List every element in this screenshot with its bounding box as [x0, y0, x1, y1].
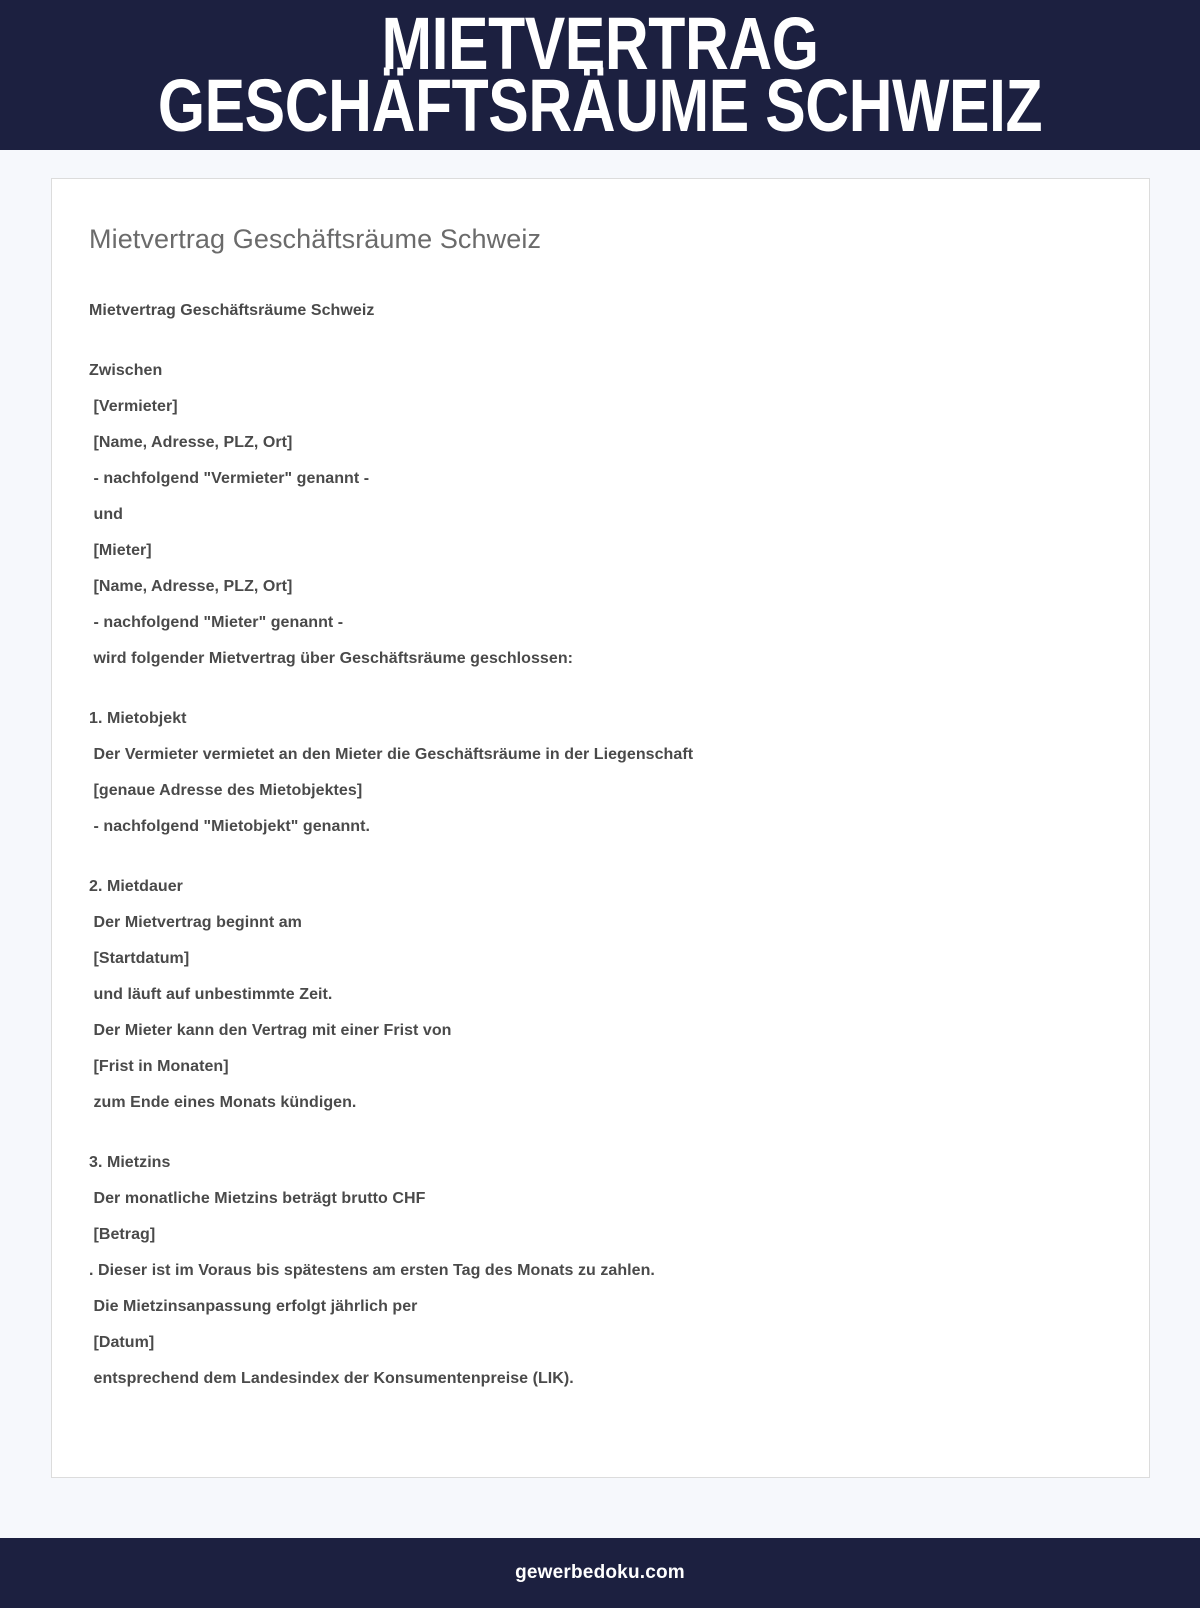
- document-line: [Name, Adresse, PLZ, Ort]: [89, 578, 293, 596]
- document-line: [Vermieter]: [89, 398, 178, 416]
- document-line: Der Vermieter vermietet an den Mieter die Geschäftsräume in der Liegenschaft: [89, 746, 694, 764]
- document-line: 2. Mietdauer: [89, 878, 183, 896]
- document-line: entsprechend dem Landesindex der Konsumentenpreise (LIK).: [89, 1370, 574, 1388]
- document-line: [Startdatum]: [89, 950, 190, 968]
- document-line: [Name, Adresse, PLZ, Ort]: [89, 434, 293, 452]
- document-line: [Datum]: [89, 1334, 155, 1352]
- document-line-spacer: [89, 1121, 1109, 1145]
- document-line: - nachfolgend "Mieter" genannt -: [89, 614, 344, 632]
- document-line: 1. Mietobjekt: [89, 710, 187, 728]
- page-header-banner: [0, 0, 1200, 150]
- document-line: und läuft auf unbestimmte Zeit.: [89, 986, 333, 1004]
- document-line: Der monatliche Mietzins beträgt brutto CHF: [89, 1190, 426, 1208]
- document-line-spacer: [89, 845, 1109, 869]
- document-title: Mietvertrag Geschäftsräume Schweiz: [89, 224, 542, 254]
- document-line: zum Ende eines Monats kündigen.: [89, 1094, 357, 1112]
- document-line: [Frist in Monaten]: [89, 1058, 229, 1076]
- document-line: Der Mieter kann den Vertrag mit einer Frist von: [89, 1022, 452, 1040]
- document-line: wird folgender Mietvertrag über Geschäftsräume geschlossen:: [89, 650, 574, 668]
- document-line: und: [89, 506, 123, 524]
- banner-title-line-2: GESCHÄFTSRÄUME SCHWEIZ: [157, 64, 1043, 147]
- page-content: [0, 150, 1200, 1538]
- document-line: - nachfolgend "Vermieter" genannt -: [89, 470, 370, 488]
- banner-title-line-1: MIETVERTRAG: [381, 1, 819, 85]
- page-footer-banner: [0, 1538, 1200, 1608]
- document-line: - nachfolgend "Mietobjekt" genannt.: [89, 818, 370, 836]
- document-line: Mietvertrag Geschäftsräume Schweiz: [89, 302, 375, 320]
- document-card: [51, 178, 1150, 1478]
- document-line: Die Mietzinsanpassung erfolgt jährlich per: [89, 1298, 418, 1316]
- document-line: . Dieser ist im Voraus bis spätestens am ersten Tag des Monats zu zahlen.: [89, 1262, 655, 1280]
- document-line: Der Mietvertrag beginnt am: [89, 914, 302, 932]
- document-line: [Mieter]: [89, 542, 152, 560]
- document-line: Zwischen: [89, 362, 163, 380]
- document-line-spacer: [89, 329, 1109, 353]
- document-line-spacer: [89, 677, 1109, 701]
- document-line: [Betrag]: [89, 1226, 156, 1244]
- banner-title: [124, 1, 1075, 147]
- document-body: [89, 293, 1109, 1397]
- footer-site-name: gewerbedoku.com: [515, 1562, 685, 1584]
- document-line: [genaue Adresse des Mietobjektes]: [89, 782, 363, 800]
- document-line: 3. Mietzins: [89, 1154, 171, 1172]
